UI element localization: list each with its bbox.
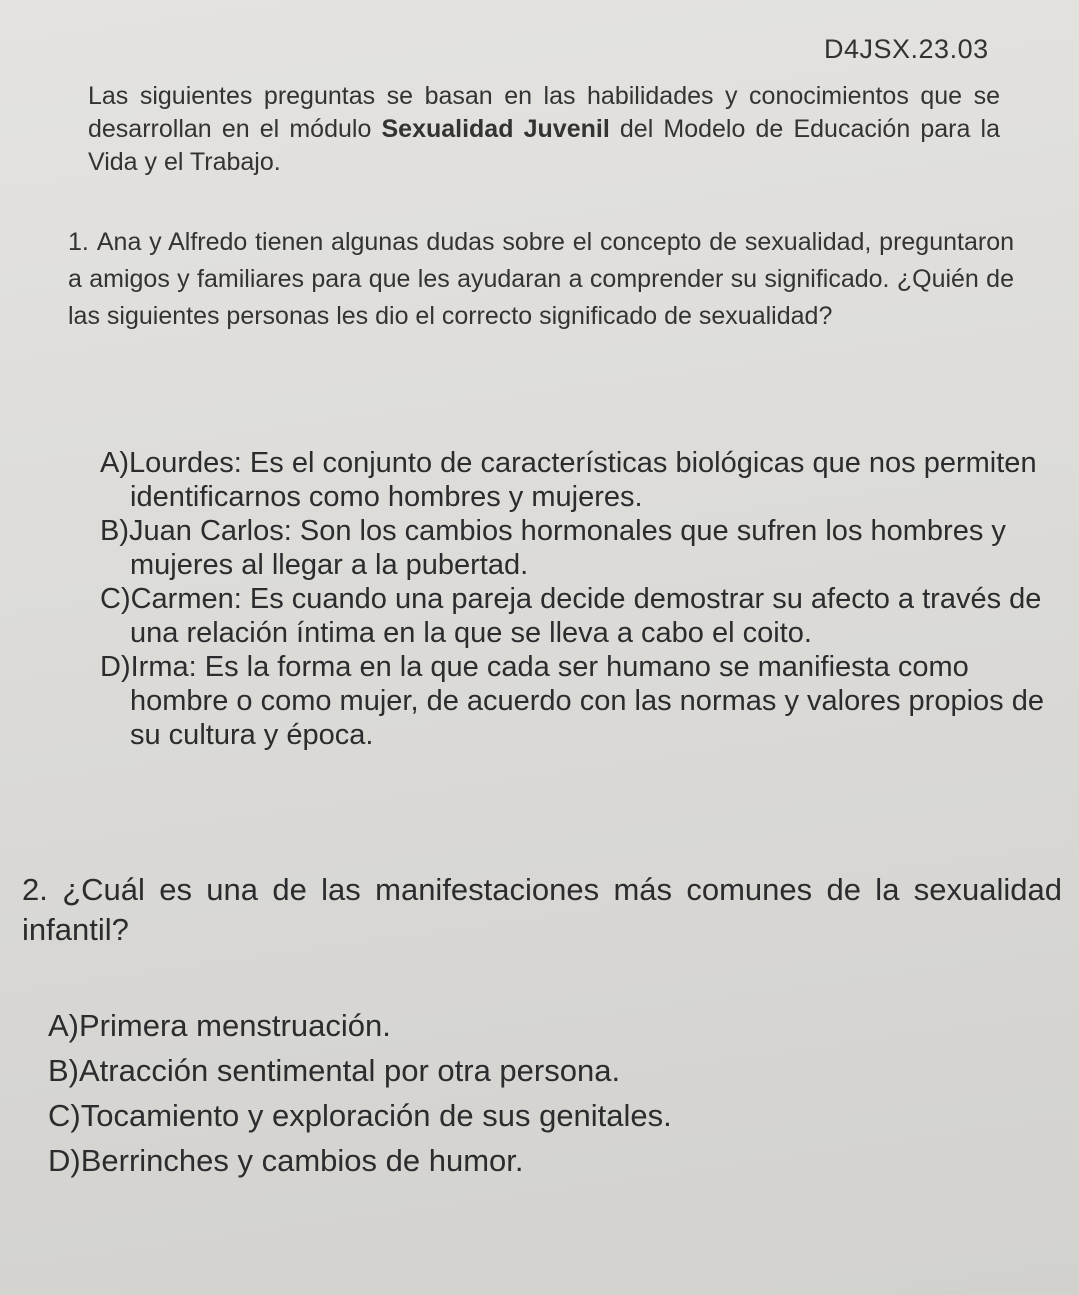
option-letter: B) [100,515,129,547]
option-letter: C) [100,583,131,615]
question-1-option-d[interactable] [100,650,1060,752]
option-text: Lourdes: Es el conjunto de características biológicas que nos permiten identificarnos como hombres y mujeres. [129,447,1037,513]
question-2-option-b[interactable] [48,1048,948,1093]
option-letter: D) [100,651,131,683]
option-letter: D) [48,1143,81,1178]
option-text: Primera menstruación. [79,1008,391,1043]
question-1-option-b[interactable] [100,514,1060,582]
option-letter: C) [48,1098,81,1133]
question-2-number: 2. [22,872,48,907]
intro-paragraph [88,80,1000,179]
option-letter: A) [48,1008,79,1043]
question-1-options [100,446,1060,752]
question-2-option-a[interactable] [48,1003,948,1048]
module-name: Sexualidad Juvenil [381,115,610,143]
question-1-option-a[interactable] [100,446,1060,514]
question-1-number: 1. [68,228,89,256]
intro-text-end: del Modelo de Educación para la Vida y el Trabajo. [88,115,1000,176]
option-text: Irma: Es la forma en la que cada ser humano se manifiesta como hombre o como mujer, de acuerdo con las normas y valores propios de su cultura y época. [130,651,1044,751]
document-code: D4JSX.23.03 [824,34,989,64]
option-letter: B) [48,1053,79,1088]
question-2-option-d[interactable] [48,1138,948,1183]
question-2 [22,870,1062,950]
option-text: Juan Carlos: Son los cambios hormonales que sufren los hombres y mujeres al llegar a la pubertad. [129,515,1006,581]
option-text: Berrinches y cambios de humor. [80,1143,524,1178]
option-text: Tocamiento y exploración de sus genitales. [80,1098,672,1133]
intro-text-start: Las siguientes preguntas se basan en las habilidades y conocimientos que se desarrollan en el módulo [88,82,1000,143]
question-1-text: Ana y Alfredo tienen algunas dudas sobre el concepto de sexualidad, preguntaron a amigos y familiares para que les ayudaran a comprender su significado. ¿Quién de las siguientes personas les dio el correcto significado de sexualidad? [68,228,1014,330]
question-1-option-c[interactable] [100,582,1060,650]
option-letter: A) [100,447,129,479]
question-2-options [48,1003,948,1183]
question-1 [68,224,1014,335]
question-2-option-c[interactable] [48,1093,948,1138]
option-text: Atracción sentimental por otra persona. [79,1053,621,1088]
question-2-text: ¿Cuál es una de las manifestaciones más comunes de la sexualidad infantil? [22,872,1062,947]
option-text: Carmen: Es cuando una pareja decide demostrar su afecto a través de una relación íntima en la que se lleva a cabo el coito. [130,583,1042,649]
